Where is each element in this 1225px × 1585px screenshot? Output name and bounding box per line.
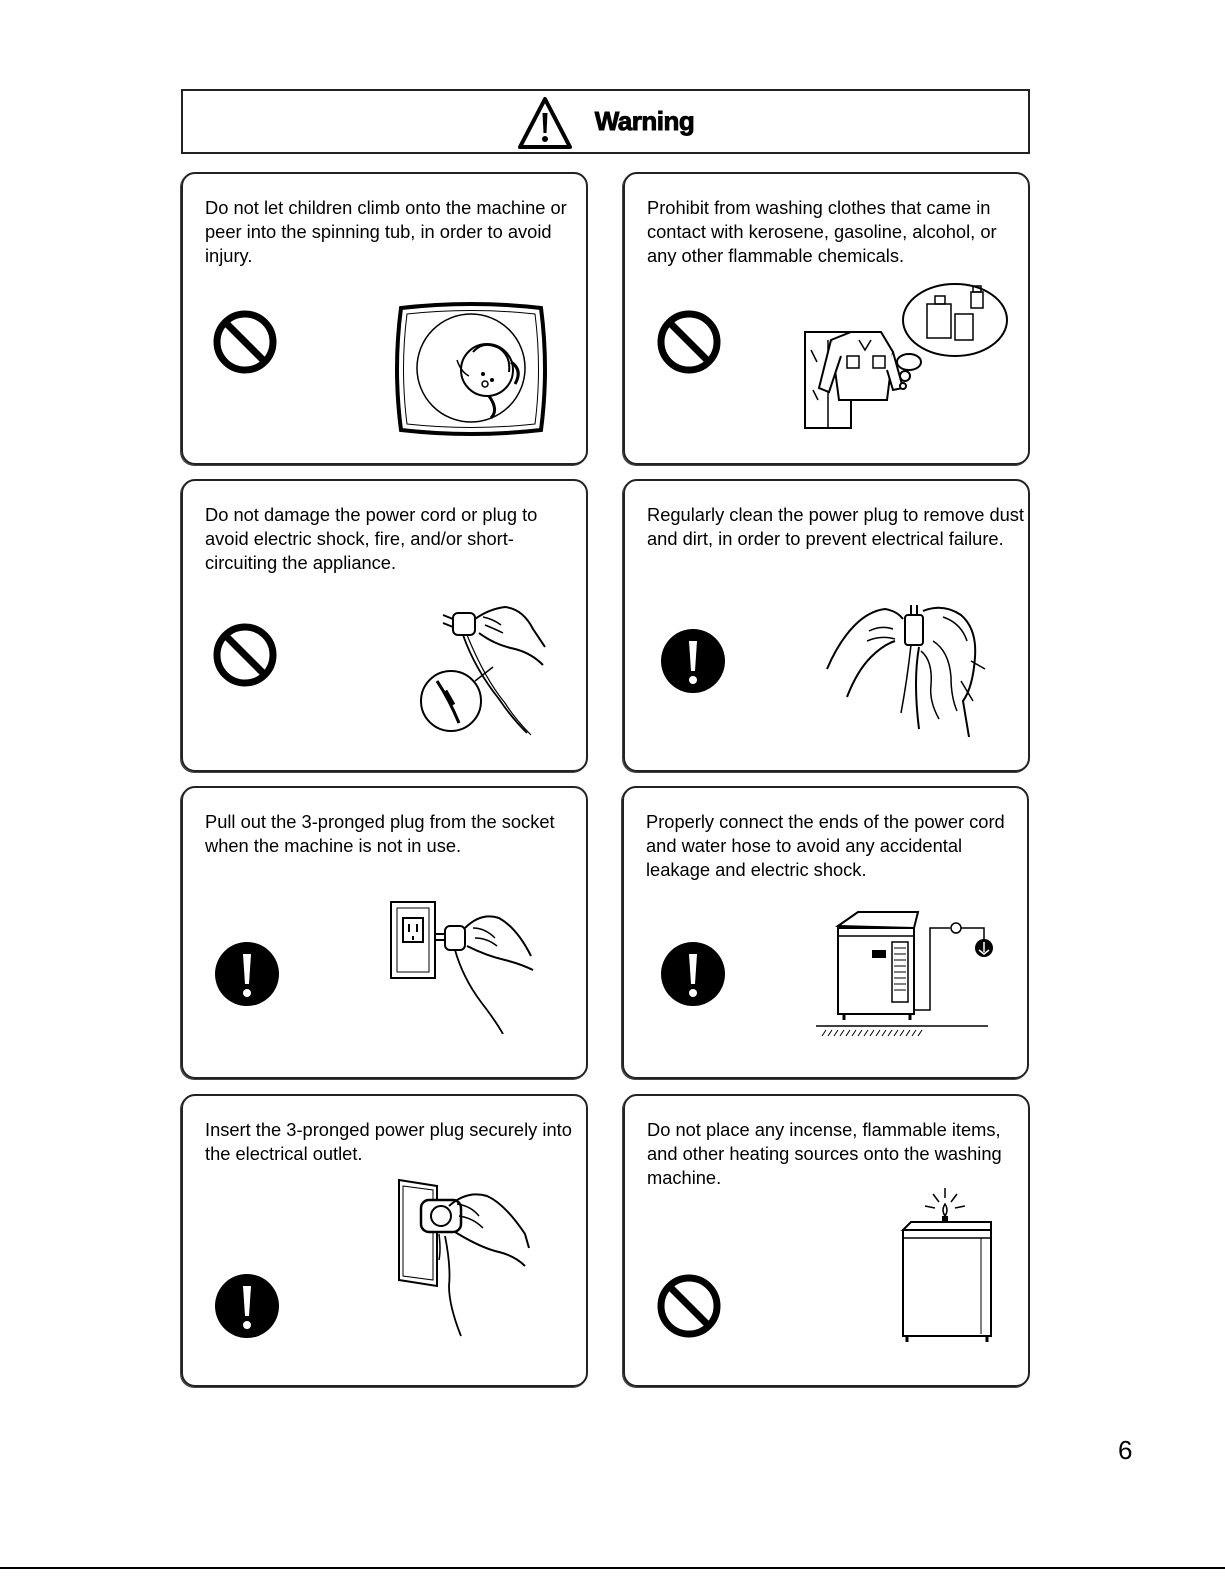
unplug-socket-illustration bbox=[387, 898, 543, 1034]
warning-card-power-cord bbox=[181, 479, 588, 772]
card-text: Insert the 3-pronged power plug securely into the electrical outlet. bbox=[205, 1119, 572, 1164]
prohibition-icon bbox=[655, 308, 723, 376]
card-text: Do not place any incense, flammable items, and other heating sources onto the washing machine. bbox=[647, 1119, 1002, 1188]
card-text: Properly connect the ends of the power cord and water hose to avoid any accidental leakage and electric shock. bbox=[646, 811, 1005, 880]
prohibition-icon bbox=[655, 1272, 723, 1340]
insert-plug-illustration bbox=[395, 1176, 545, 1344]
header-title: Warning bbox=[594, 106, 695, 136]
mandatory-icon bbox=[659, 627, 727, 695]
card-text: Do not let children climb onto the machine or peer into the spinning tub, in order to avoid injury. bbox=[205, 197, 567, 266]
damaged-cord-illustration bbox=[419, 599, 559, 739]
warning-triangle-icon bbox=[517, 95, 573, 151]
prohibition-icon bbox=[211, 308, 279, 376]
child-in-tub-illustration bbox=[391, 300, 551, 438]
mandatory-icon bbox=[213, 940, 281, 1008]
card-text: Pull out the 3-pronged plug from the socket when the machine is not in use. bbox=[205, 811, 555, 856]
bottom-rule bbox=[0, 1567, 1225, 1569]
cleaning-plug-illustration bbox=[823, 601, 989, 737]
warning-card-clean-plug bbox=[623, 479, 1030, 772]
warning-card-insert-plug bbox=[181, 1094, 588, 1387]
card-text: Prohibit from washing clothes that came in contact with kerosene, gasoline, alcohol, or any other flammable chemicals. bbox=[647, 197, 997, 266]
page-number: 6 bbox=[1118, 1435, 1133, 1465]
warning-header bbox=[181, 89, 1030, 154]
clothes-chemicals-illustration bbox=[801, 280, 1011, 432]
warning-card-flammable-clothes bbox=[623, 172, 1030, 465]
mandatory-icon bbox=[659, 940, 727, 1008]
candle-on-machine-illustration bbox=[897, 1184, 997, 1344]
warning-card-unplug bbox=[181, 786, 588, 1079]
warning-card-grounding bbox=[622, 786, 1029, 1079]
card-text: Do not damage the power cord or plug to avoid electric shock, fire, and/or short-circuiting the appliance. bbox=[205, 504, 538, 573]
warning-card-children bbox=[181, 172, 588, 465]
card-text: Regularly clean the power plug to remove dust and dirt, in order to prevent electrical failure. bbox=[647, 504, 1025, 549]
warning-card-heat-sources bbox=[623, 1094, 1030, 1387]
grounded-machine-illustration bbox=[814, 906, 1006, 1044]
prohibition-icon bbox=[211, 621, 279, 689]
mandatory-icon bbox=[213, 1272, 281, 1340]
